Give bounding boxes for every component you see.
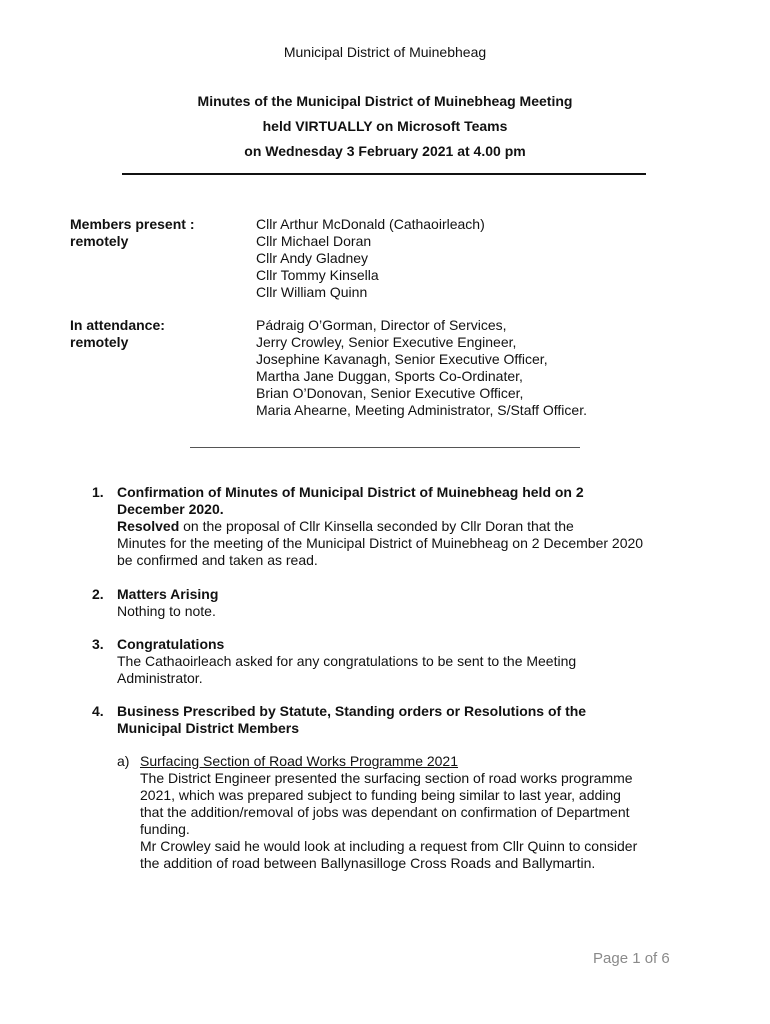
item-number: 1. — [92, 484, 104, 500]
member-name: Cllr Arthur McDonald (Cathaoirleach) — [256, 216, 485, 232]
item-body: Resolved on the proposal of Cllr Kinsella seconded by Cllr Doran that the Minutes for the meeting of the Municipal District of Muinebheag on 2 December 2020 be confirmed and taken as read. — [117, 518, 644, 568]
agenda-item-4 — [70, 703, 710, 872]
item-heading: Confirmation of Minutes of Municipal District of Muinebheag held on 2 December 2020. — [117, 484, 584, 517]
resolved-label: Resolved — [117, 518, 180, 534]
attendee-name: Josephine Kavanagh, Senior Executive Officer, — [256, 351, 548, 367]
member-name: Cllr Michael Doran — [256, 233, 372, 249]
member-name: Cllr Andy Gladney — [256, 250, 369, 266]
item-number: 3. — [92, 636, 104, 652]
sub-item-a — [117, 753, 710, 872]
attendance-list — [256, 317, 716, 419]
item-heading: Matters Arising — [117, 586, 219, 602]
document-title — [0, 89, 770, 164]
agenda-item-2 — [70, 586, 710, 620]
sub-item-heading: Surfacing Section of Road Works Programme 2021 — [140, 753, 459, 769]
item-number: 4. — [92, 703, 104, 719]
title-line-2: held VIRTUALLY on Microsoft Teams — [262, 118, 508, 134]
title-divider — [122, 173, 646, 175]
item-body: Nothing to note. — [117, 603, 216, 619]
attendee-name: Martha Jane Duggan, Sports Co-Ordinater, — [256, 368, 523, 384]
attendee-name: Pádraig O’Gorman, Director of Services, — [256, 317, 507, 333]
attendee-name: Jerry Crowley, Senior Executive Engineer, — [256, 334, 517, 350]
agenda-item-1 — [70, 484, 710, 569]
attendance-label: In attendance: remotely — [70, 317, 165, 350]
sub-item-body: The District Engineer presented the surfacing section of road works programme 2021, which was prepared subject to funding being similar to last year, adding that the addition/removal of jobs was dependant on confirmation of Department funding. Mr Crowley said he would look at including a request from Cllr Quinn to consider the addition of road between Ballynasilloge Cross Roads and Ballymartin. — [140, 770, 638, 871]
agenda-items — [70, 484, 710, 872]
attendee-name: Brian O’Donovan, Senior Executive Officer, — [256, 385, 524, 401]
sub-item-letter: a) — [117, 753, 130, 769]
item-body: The Cathaoirleach asked for any congratulations to be sent to the Meeting Administrator. — [117, 653, 577, 686]
members-present-label: Members present : remotely — [70, 216, 195, 249]
section-divider — [190, 447, 580, 448]
members-list — [256, 216, 716, 301]
attendee-name: Maria Ahearne, Meeting Administrator, S/Staff Officer. — [256, 402, 587, 418]
member-name: Cllr William Quinn — [256, 284, 368, 300]
item-heading: Business Prescribed by Statute, Standing orders or Resolutions of the Municipal District Members — [117, 703, 587, 736]
item-heading: Congratulations — [117, 636, 225, 652]
item-number: 2. — [92, 586, 104, 602]
title-line-1: Minutes of the Municipal District of Muinebheag Meeting — [197, 93, 573, 109]
page-header: Municipal District of Muinebheag — [283, 44, 487, 60]
member-name: Cllr Tommy Kinsella — [256, 267, 379, 283]
title-line-3: on Wednesday 3 February 2021 at 4.00 pm — [244, 143, 526, 159]
agenda-item-3 — [70, 636, 710, 687]
page-number: Page 1 of 6 — [593, 950, 670, 967]
